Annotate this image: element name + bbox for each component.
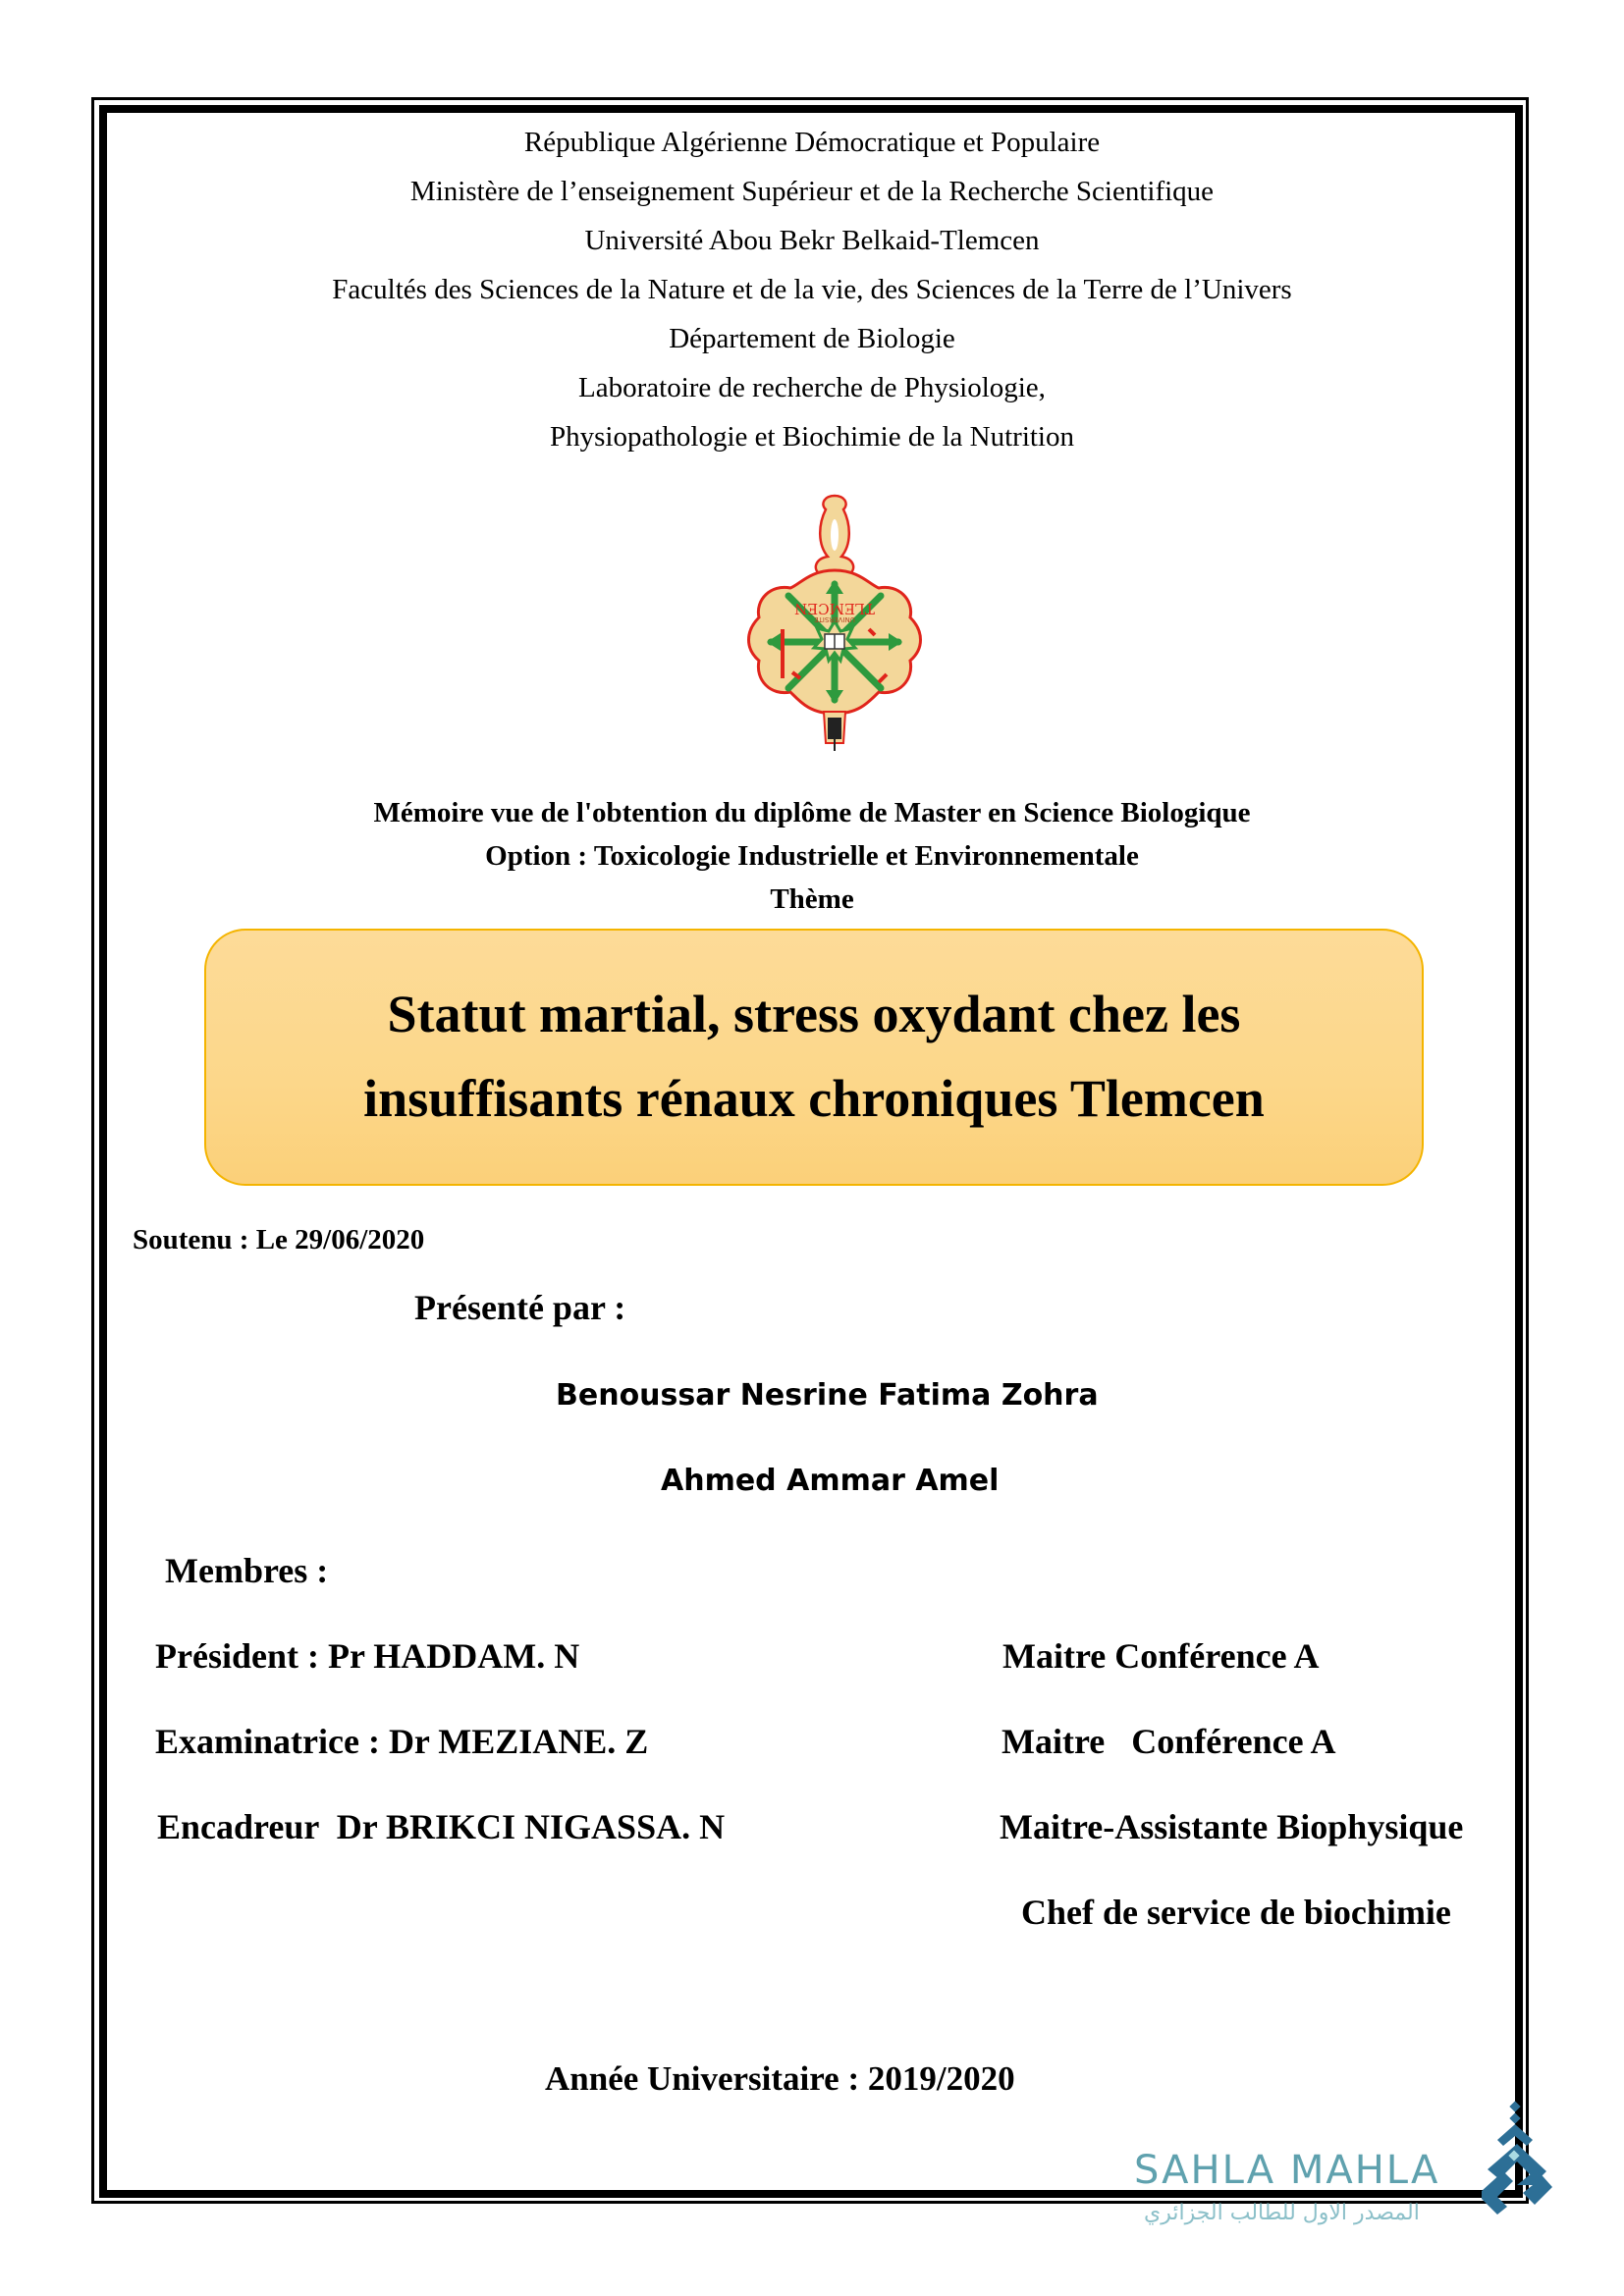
header-republic: République Algérienne Démocratique et Populaire bbox=[523, 127, 1101, 158]
sahla-mahla-calligraphy-icon bbox=[1478, 2101, 1556, 2218]
header-ministry: Ministère de l’enseignement Supérieur et de la Recherche Scientifique bbox=[409, 176, 1215, 207]
member-supervisor-title: Maitre-Assistante Biophysique bbox=[1000, 1807, 1464, 1846]
defense-date: Soutenu : Le 29/06/2020 bbox=[133, 1224, 425, 1255]
member-president-title: Maitre Conférence A bbox=[1002, 1636, 1320, 1676]
thesis-title-line-1: Statut martial, stress oxydant chez les bbox=[387, 985, 1241, 1043]
theme-label: Thème bbox=[770, 883, 854, 915]
thesis-title-line-2: insuffisants rénaux chroniques Tlemcen bbox=[363, 1069, 1265, 1128]
memoire-diploma-line: Mémoire vue de l'obtention du diplôme de Master en Science Biologique bbox=[373, 797, 1251, 828]
header-laboratory: Laboratoire de recherche de Physiologie, bbox=[578, 372, 1046, 403]
author-2: Ahmed Ammar Amel bbox=[661, 1464, 1000, 1498]
watermark-arabic-text: المصدر الاول للطالب الجزائري bbox=[1144, 2201, 1420, 2225]
thesis-title-box bbox=[204, 929, 1424, 1186]
member-supervisor: Encadreur Dr BRIKCI NIGASSA. N bbox=[157, 1807, 726, 1846]
header-laboratory-cont: Physiopathologie et Biochimie de la Nutrition bbox=[549, 421, 1074, 453]
memoire-option-line: Option : Toxicologie Industrielle et Environnementale bbox=[485, 840, 1139, 872]
header-department: Département de Biologie bbox=[669, 323, 955, 354]
academic-year: Année Universitaire : 2019/2020 bbox=[545, 2059, 1015, 2098]
svg-text:TLEMCEN: TLEMCEN bbox=[794, 600, 875, 617]
thesis-title bbox=[206, 972, 1422, 1141]
members-label: Membres : bbox=[165, 1551, 329, 1590]
university-tlemcen-emblem-icon bbox=[722, 486, 947, 761]
presented-by-label: Présenté par : bbox=[414, 1288, 626, 1327]
author-1: Benoussar Nesrine Fatima Zohra bbox=[556, 1378, 1099, 1413]
watermark-latin-text: SAHLA MAHLA bbox=[1134, 2148, 1440, 2193]
header-faculty: Facultés des Sciences de la Nature et de la vie, des Sciences de la Terre de l’Univers bbox=[332, 274, 1292, 305]
svg-text:UNIVERSITE: UNIVERSITE bbox=[814, 615, 855, 623]
member-president: Président : Pr HADDAM. N bbox=[155, 1636, 580, 1676]
header-university: Université Abou Bekr Belkaid-Tlemcen bbox=[584, 225, 1040, 256]
member-supervisor-title-2: Chef de service de biochimie bbox=[1021, 1893, 1451, 1932]
member-examiner-title: Maitre Conférence A bbox=[1001, 1722, 1336, 1761]
sahla-mahla-watermark bbox=[1134, 2148, 1440, 2225]
member-examiner: Examinatrice : Dr MEZIANE. Z bbox=[155, 1722, 649, 1761]
